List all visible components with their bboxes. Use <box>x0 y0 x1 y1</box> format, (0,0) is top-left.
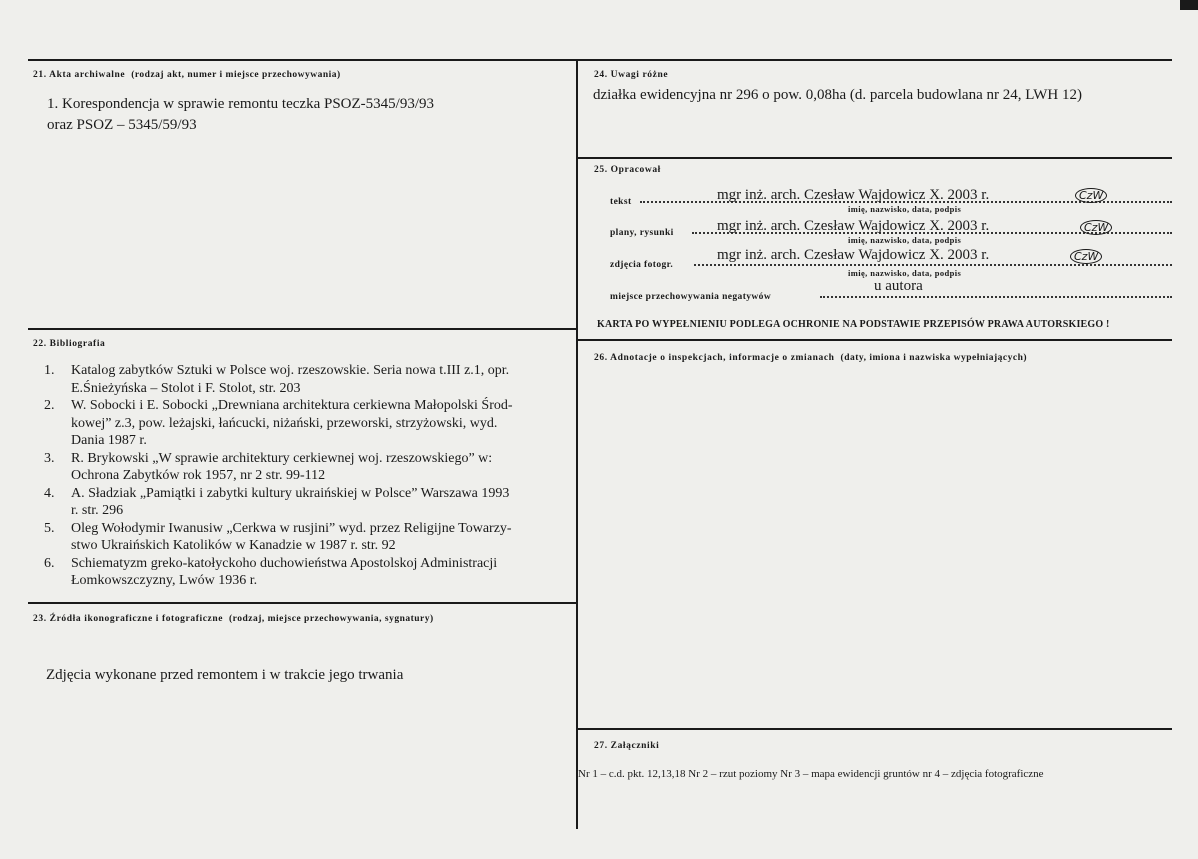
column-divider <box>576 59 578 829</box>
archive-line-2: oraz PSOZ – 5345/59/93 <box>47 117 197 133</box>
field-caption: imię, nazwisko, data, podpis <box>848 204 962 214</box>
bibliography-item <box>44 450 564 485</box>
bibliography-item <box>44 520 564 555</box>
field-caption: imię, nazwisko, data, podpis <box>848 268 962 278</box>
section-23-heading <box>33 614 434 624</box>
dotted-line <box>820 296 1172 298</box>
bibliography-item <box>44 555 564 590</box>
section-26-title: 26. Adnotacje o inspekcjach, informacje o zmianach <box>594 353 835 363</box>
section-22-title: 22. Bibliografia <box>33 339 106 349</box>
bibliography-number: 4. <box>44 485 55 501</box>
bibliography-item <box>44 362 564 397</box>
section-21-heading <box>33 70 341 80</box>
copyright-warning: KARTA PO WYPEŁNIENIU PODLEGA OCHRONIE NA PODSTAWIE PRZEPISÓW PRAWA AUTORSKIEGO ! <box>597 319 1110 330</box>
row-label: miejsce przechowywania negatywów <box>610 292 772 302</box>
section-24-title: 24. Uwagi różne <box>594 70 669 80</box>
rule-24-25 <box>578 157 1172 159</box>
bibliography-text: W. Sobocki i E. Sobocki „Drewniana architektura cerkiewna Małopolski Środ- kowej” z.3, pow. leżajski, łańcucki, niżański, przeworski, strzyżowski, wyd. Dania 1987 r. <box>71 398 513 448</box>
bibliography-list <box>44 362 564 590</box>
remarks-text: działka ewidencyjna nr 296 o pow. 0,08ha (d. parcela budowlana nr 24, LWH 12) <box>593 87 1083 103</box>
section-21-title: 21. Akta archiwalne <box>33 70 126 80</box>
section-25-title: 25. Opracował <box>594 165 661 175</box>
bibliography-text: Oleg Wołodymir Iwanusiw „Cerkwa w rusjini” wyd. przez Religijne Towarzy- stwo Ukraińskich Katolików w Kanadzie w 1987 r. str. 92 <box>71 520 512 553</box>
row-label: tekst <box>610 197 632 207</box>
signature: CzW <box>1080 219 1112 235</box>
bibliography-number: 3. <box>44 450 55 466</box>
bibliography-number: 5. <box>44 520 55 536</box>
bibliography-item <box>44 397 564 450</box>
section-26-heading <box>594 353 1027 363</box>
bibliography-number: 2. <box>44 398 55 413</box>
bibliography-text: A. Sładziak „Pamiątki i zabytki kultury ukraińskiej w Polsce” Warszawa 1993 r. str. 296 <box>71 485 510 518</box>
section-26-subtitle: (daty, imiona i nazwiska wypełniających) <box>840 353 1028 363</box>
rule-22-23 <box>28 602 576 604</box>
row-label: zdjęcia fotogr. <box>610 260 674 270</box>
bibliography-item <box>44 485 564 520</box>
section-23-subtitle: (rodzaj, miejsce przechowywania, sygnatury) <box>228 614 434 624</box>
row-label: plany, rysunki <box>610 228 674 238</box>
bibliography-text: R. Brykowski „W sprawie architektury cerkiewnej woj. rzeszowskiego” w: Ochrona Zabytków rok 1957, nr 2 str. 99-112 <box>71 450 493 483</box>
rule-21-22 <box>28 328 576 330</box>
author-value: mgr inż. arch. Czesław Wajdowicz X. 2003 r. <box>717 218 990 234</box>
corner-mark <box>1180 0 1198 10</box>
field-caption: imię, nazwisko, data, podpis <box>848 235 962 245</box>
attachments-text: Nr 1 – c.d. pkt. 12,13,18 Nr 2 – rzut poziomy Nr 3 – mapa ewidencji gruntów nr 4 – zdjęcia fotograficzne <box>578 768 1044 780</box>
top-rule-left <box>28 59 576 61</box>
archive-line-1: 1. Korespondencja w sprawie remontu teczka PSOZ-5345/93/93 <box>47 96 434 112</box>
author-value: mgr inż. arch. Czesław Wajdowicz X. 2003 r. <box>717 187 990 203</box>
rule-25-26 <box>578 339 1172 341</box>
signature: CzW <box>1070 248 1102 264</box>
signature: CzW <box>1075 187 1107 203</box>
rule-26-27 <box>578 728 1172 730</box>
section-27-title: 27. Załączniki <box>594 741 660 751</box>
bibliography-number: 6. <box>44 555 55 571</box>
bibliography-text: Schiematyzm greko-katołyckoho duchowieństwa Apostolskoj Administracji Łomkowszczyzny, Lwów 1936 r. <box>71 555 498 588</box>
dotted-line <box>694 264 1172 266</box>
author-value: mgr inż. arch. Czesław Wajdowicz X. 2003 r. <box>717 247 990 263</box>
top-rule-right <box>578 59 1172 61</box>
negatives-value: u autora <box>874 278 923 294</box>
bibliography-number: 1. <box>44 363 55 378</box>
bibliography-text: Katalog zabytków Sztuki w Polsce woj. rzeszowskie. Seria nowa t.III z.1, opr. E.Śnieżyńska – Stolot i F. Stolot, str. 203 <box>71 363 510 396</box>
sources-text: Zdjęcia wykonane przed remontem i w trakcie jego trwania <box>46 667 404 683</box>
section-21-subtitle: (rodzaj akt, numer i miejsce przechowywania) <box>131 70 341 80</box>
section-23-title: 23. Źródła ikonograficzne i fotograficzne <box>33 614 224 624</box>
